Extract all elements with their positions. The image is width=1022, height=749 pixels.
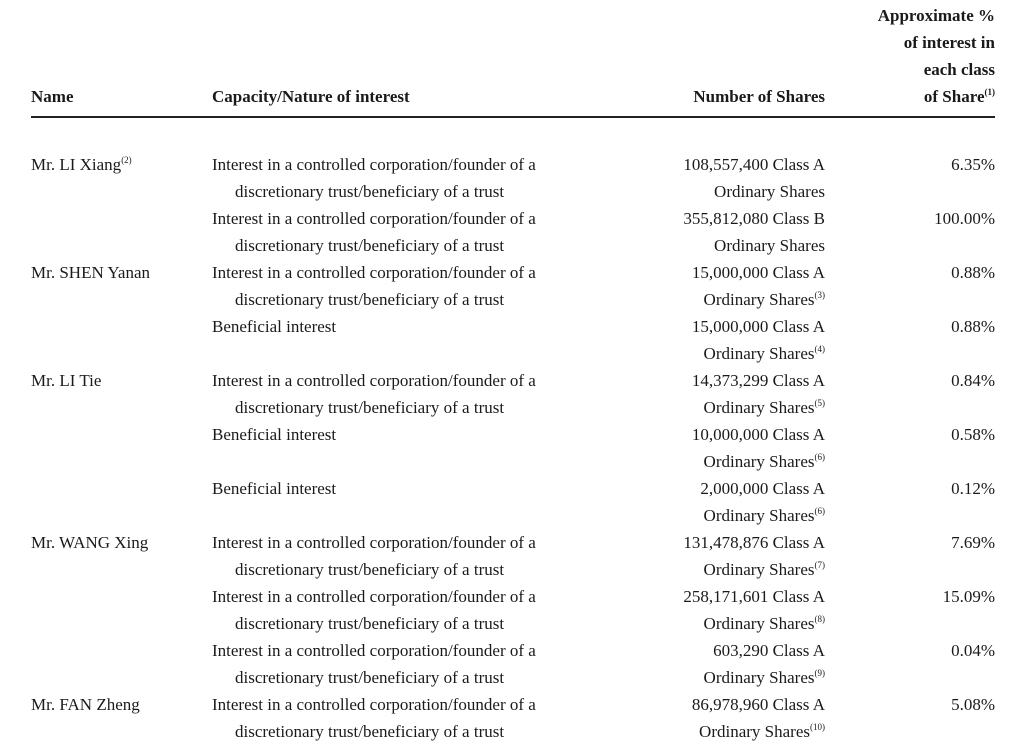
shares-line2: Ordinary Shares bbox=[714, 182, 825, 201]
shares-line2-wrap bbox=[692, 448, 825, 475]
shares-footnote: (4) bbox=[814, 344, 825, 354]
row-shares-cell bbox=[683, 151, 825, 205]
row-shares-cell bbox=[683, 205, 825, 259]
row-percentage: 0.04% bbox=[951, 641, 995, 660]
header-pct-footnote: (1) bbox=[984, 87, 995, 97]
shares-line2: Ordinary Shares bbox=[703, 560, 815, 579]
shares-line2: Ordinary Shares bbox=[703, 452, 815, 471]
header-capacity: Capacity/Nature of interest bbox=[212, 87, 410, 106]
row-percentage: 5.08% bbox=[951, 695, 995, 714]
capacity-line1: Interest in a controlled corporation/founder of a bbox=[212, 695, 536, 714]
shares-footnote: (6) bbox=[814, 506, 825, 516]
row-name-cell bbox=[31, 691, 140, 718]
header-pct-line4-wrap bbox=[878, 83, 995, 110]
table-row bbox=[31, 583, 995, 637]
table-row bbox=[31, 421, 995, 475]
shares-line1: 108,557,400 Class A bbox=[683, 155, 825, 174]
holder-name: Mr. FAN Zheng bbox=[31, 695, 140, 714]
row-capacity-cell bbox=[212, 313, 592, 340]
shares-line2-wrap bbox=[683, 178, 825, 205]
holder-name: Mr. WANG Xing bbox=[31, 533, 149, 552]
header-percentage bbox=[878, 2, 995, 110]
capacity-line2: discretionary trust/beneficiary of a trust bbox=[235, 560, 505, 579]
shares-line1: 2,000,000 Class A bbox=[700, 479, 825, 498]
row-percentage: 0.88% bbox=[951, 317, 995, 336]
shares-line2-wrap bbox=[683, 232, 825, 259]
row-percentage: 15.09% bbox=[942, 587, 995, 606]
holder-name: Mr. LI Xiang bbox=[31, 155, 122, 174]
capacity-line1: Interest in a controlled corporation/founder of a bbox=[212, 209, 536, 228]
row-shares-cell bbox=[683, 583, 825, 637]
shares-line2: Ordinary Shares bbox=[703, 398, 815, 417]
header-name: Name bbox=[31, 87, 74, 106]
shares-line2: Ordinary Shares bbox=[703, 290, 815, 309]
shares-footnote: (8) bbox=[814, 614, 825, 624]
capacity-line2: discretionary trust/beneficiary of a trust bbox=[235, 398, 505, 417]
row-capacity-cell bbox=[212, 367, 592, 421]
row-name-cell bbox=[31, 529, 148, 556]
table-row bbox=[31, 151, 995, 205]
header-shares: Number of Shares bbox=[693, 87, 825, 106]
header-pct-line4: of Share bbox=[923, 87, 985, 106]
shares-footnote: (9) bbox=[814, 668, 825, 678]
table-row bbox=[31, 259, 995, 313]
capacity-line2: discretionary trust/beneficiary of a trust bbox=[235, 182, 505, 201]
table-header bbox=[31, 0, 995, 118]
shares-footnote: (5) bbox=[814, 398, 825, 408]
shares-line2-wrap bbox=[683, 556, 825, 583]
row-capacity-cell bbox=[212, 205, 592, 259]
shares-line2: Ordinary Shares bbox=[703, 668, 815, 687]
shares-line2-wrap bbox=[692, 340, 825, 367]
row-shares-cell bbox=[700, 475, 825, 529]
capacity-line1: Beneficial interest bbox=[212, 425, 337, 444]
row-capacity-cell bbox=[212, 529, 592, 583]
capacity-line2: discretionary trust/beneficiary of a trust bbox=[235, 236, 505, 255]
shares-line2-wrap bbox=[692, 394, 825, 421]
shares-line1: 14,373,299 Class A bbox=[691, 371, 825, 390]
table-row bbox=[31, 475, 995, 529]
holder-footnote: (2) bbox=[121, 155, 132, 165]
row-shares-cell bbox=[683, 529, 825, 583]
capacity-line1: Interest in a controlled corporation/founder of a bbox=[212, 641, 536, 660]
holder-name: Mr. SHEN Yanan bbox=[31, 263, 151, 282]
row-shares-cell bbox=[704, 637, 825, 691]
shares-line1: 603,290 Class A bbox=[713, 641, 825, 660]
shares-line2-wrap bbox=[692, 286, 825, 313]
shares-footnote: (3) bbox=[814, 290, 825, 300]
shares-footnote: (6) bbox=[814, 452, 825, 462]
row-capacity-cell bbox=[212, 475, 592, 502]
table-body bbox=[31, 151, 995, 745]
shares-footnote: (7) bbox=[814, 560, 825, 570]
table-row bbox=[31, 367, 995, 421]
row-capacity-cell bbox=[212, 637, 592, 691]
table-row bbox=[31, 313, 995, 367]
row-shares-cell bbox=[692, 259, 825, 313]
shares-line2-wrap bbox=[692, 718, 825, 745]
capacity-line1: Interest in a controlled corporation/founder of a bbox=[212, 371, 536, 390]
capacity-line1: Beneficial interest bbox=[212, 317, 337, 336]
capacity-line1: Interest in a controlled corporation/founder of a bbox=[212, 263, 536, 282]
capacity-line2: discretionary trust/beneficiary of a trust bbox=[235, 290, 505, 309]
capacity-line1: Interest in a controlled corporation/founder of a bbox=[212, 533, 536, 552]
capacity-line1: Beneficial interest bbox=[212, 479, 337, 498]
row-percentage: 7.69% bbox=[951, 533, 995, 552]
row-percentage: 0.88% bbox=[951, 263, 995, 282]
table-row bbox=[31, 637, 995, 691]
shares-line2-wrap bbox=[700, 502, 825, 529]
table-row bbox=[31, 205, 995, 259]
header-pct-line1: Approximate % bbox=[877, 6, 995, 25]
row-percentage: 100.00% bbox=[934, 209, 995, 228]
capacity-line1: Interest in a controlled corporation/founder of a bbox=[212, 155, 536, 174]
shares-line1: 355,812,080 Class B bbox=[683, 209, 825, 228]
shares-line2: Ordinary Shares bbox=[703, 614, 815, 633]
shares-line2: Ordinary Shares bbox=[703, 506, 815, 525]
shares-line2: Ordinary Shares bbox=[699, 722, 810, 741]
row-percentage: 0.58% bbox=[951, 425, 995, 444]
row-name-cell bbox=[31, 151, 132, 178]
capacity-line2: discretionary trust/beneficiary of a trust bbox=[235, 668, 505, 687]
shares-line2: Ordinary Shares bbox=[714, 236, 825, 255]
row-shares-cell bbox=[692, 421, 825, 475]
shares-line1: 86,978,960 Class A bbox=[691, 695, 825, 714]
shares-line1: 10,000,000 Class A bbox=[691, 425, 825, 444]
shares-line1: 258,171,601 Class A bbox=[683, 587, 825, 606]
capacity-line2: discretionary trust/beneficiary of a trust bbox=[235, 614, 505, 633]
row-name-cell bbox=[31, 367, 101, 394]
row-percentage: 0.12% bbox=[951, 479, 995, 498]
row-capacity-cell bbox=[212, 691, 592, 745]
row-capacity-cell bbox=[212, 151, 592, 205]
holder-name: Mr. LI Tie bbox=[31, 371, 102, 390]
row-percentage: 6.35% bbox=[951, 155, 995, 174]
shares-line2-wrap bbox=[704, 664, 825, 691]
header-pct-line3: each class bbox=[923, 60, 995, 79]
row-capacity-cell bbox=[212, 421, 592, 448]
capacity-line1: Interest in a controlled corporation/founder of a bbox=[212, 587, 536, 606]
interests-table bbox=[31, 0, 995, 741]
header-pct-line2: of interest in bbox=[903, 33, 995, 52]
shares-line1: 15,000,000 Class A bbox=[691, 263, 825, 282]
table-row bbox=[31, 691, 995, 745]
shares-line1: 15,000,000 Class A bbox=[691, 317, 825, 336]
shares-line2-wrap bbox=[683, 610, 825, 637]
table-row bbox=[31, 529, 995, 583]
row-capacity-cell bbox=[212, 259, 592, 313]
row-percentage: 0.84% bbox=[951, 371, 995, 390]
shares-line2: Ordinary Shares bbox=[703, 344, 815, 363]
row-shares-cell bbox=[692, 691, 825, 745]
shares-line1: 131,478,876 Class A bbox=[683, 533, 825, 552]
row-shares-cell bbox=[692, 313, 825, 367]
shares-footnote: (10) bbox=[810, 722, 825, 732]
row-shares-cell bbox=[692, 367, 825, 421]
row-capacity-cell bbox=[212, 583, 592, 637]
capacity-line2: discretionary trust/beneficiary of a trust bbox=[235, 722, 505, 741]
row-name-cell bbox=[31, 259, 150, 286]
